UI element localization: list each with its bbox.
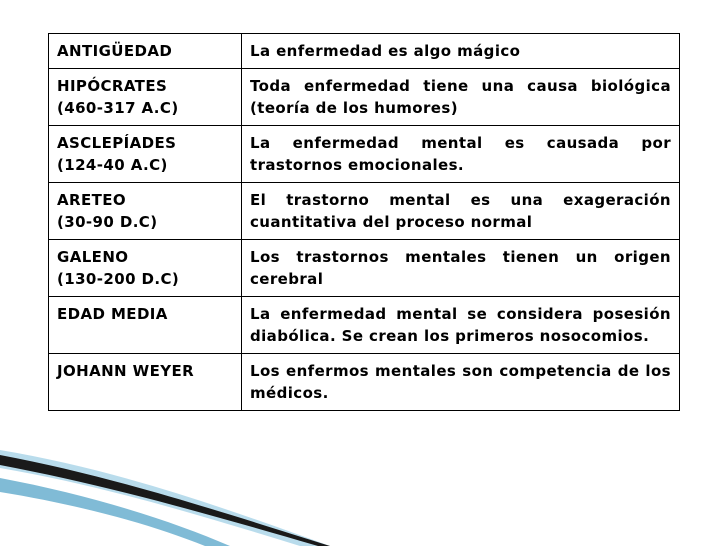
description-cell: Los trastornos mentales tienen un origen cerebral xyxy=(242,240,680,297)
period-name: JOHANN WEYER xyxy=(57,362,195,380)
period-cell xyxy=(49,183,242,240)
period-cell xyxy=(49,34,242,69)
description-cell: El trastorno mental es una exageración cuantitativa del proceso normal xyxy=(242,183,680,240)
table-row xyxy=(49,240,680,297)
table-row xyxy=(49,297,680,354)
table-row xyxy=(49,69,680,126)
period-cell xyxy=(49,240,242,297)
description-cell: Toda enfermedad tiene una causa biológica (teoría de los humores) xyxy=(242,69,680,126)
table-row xyxy=(49,126,680,183)
period-cell xyxy=(49,69,242,126)
period-dates: (130-200 D.C) xyxy=(57,270,180,288)
period-name: ASCLEPÍADES xyxy=(57,134,177,152)
period-name: HIPÓCRATES xyxy=(57,77,168,95)
period-name: ANTIGÜEDAD xyxy=(57,42,173,60)
period-name: GALENO xyxy=(57,248,129,266)
period-name: ARETEO xyxy=(57,191,127,209)
table-row xyxy=(49,354,680,411)
period-dates: (124-40 A.C) xyxy=(57,156,168,174)
period-dates: (460-317 A.C) xyxy=(57,99,179,117)
description-cell: La enfermedad mental es causada por trastornos emocionales. xyxy=(242,126,680,183)
period-dates: (30-90 D.C) xyxy=(57,213,158,231)
history-table xyxy=(48,33,680,411)
period-cell xyxy=(49,354,242,411)
description-cell: La enfermedad es algo mágico xyxy=(242,34,680,69)
period-name: EDAD MEDIA xyxy=(57,305,168,323)
description-cell: La enfermedad mental se considera posesión diabólica. Se crean los primeros nosocomios. xyxy=(242,297,680,354)
description-cell: Los enfermos mentales son competencia de los médicos. xyxy=(242,354,680,411)
period-cell xyxy=(49,126,242,183)
table-row xyxy=(49,34,680,69)
period-cell xyxy=(49,297,242,354)
table-row xyxy=(49,183,680,240)
